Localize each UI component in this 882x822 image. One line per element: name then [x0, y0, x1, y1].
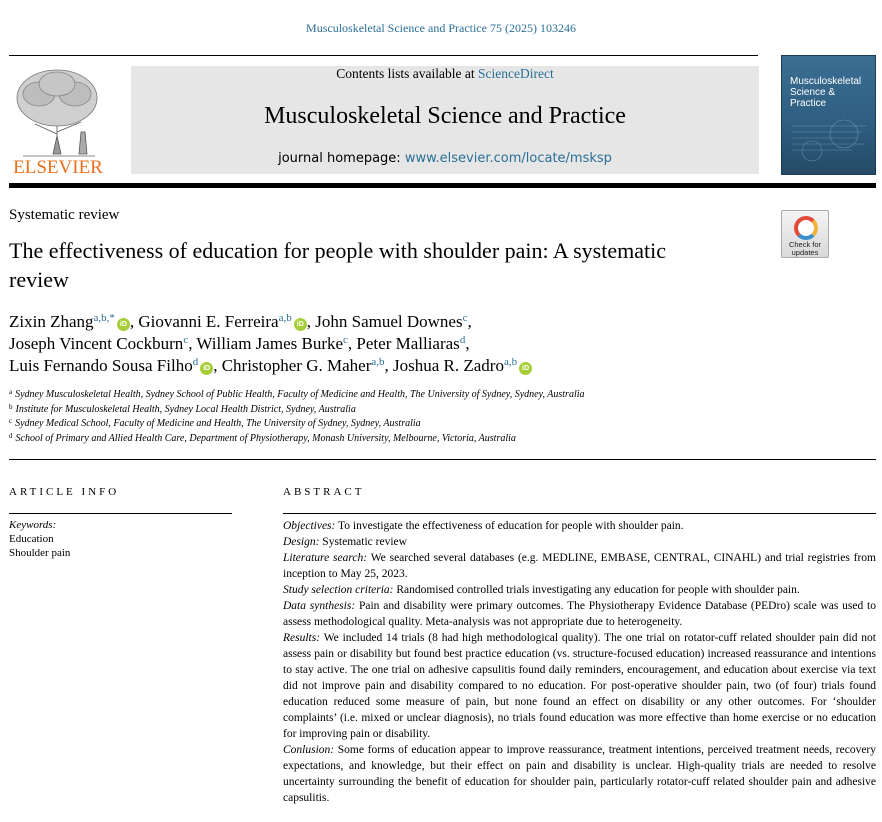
- header-thick-rule: [9, 183, 876, 188]
- abstract-section: [283, 598, 876, 630]
- article-info-rule: [9, 513, 232, 514]
- author-name[interactable]: Christopher G. Maher: [221, 356, 372, 375]
- article-type: Systematic review: [9, 207, 120, 223]
- orcid-icon[interactable]: iD: [294, 318, 307, 331]
- affiliation-sup: d: [9, 431, 13, 440]
- elsevier-logo[interactable]: [9, 64, 107, 176]
- journal-cover[interactable]: [781, 55, 876, 175]
- abstract-rule: [283, 513, 876, 514]
- affiliation-text: School of Primary and Allied Health Care, Department of Physiotherapy, Monash University, Melbourne, Victoria, Australia: [15, 432, 516, 444]
- journal-title[interactable]: Musculoskeletal Science and Practice: [264, 103, 626, 129]
- abstract-section-label: Data synthesis:: [283, 600, 356, 612]
- author-name[interactable]: Peter Malliaras: [356, 334, 460, 353]
- abstract-section-text: To investigate the effectiveness of education for people with shoulder pain.: [338, 520, 684, 532]
- elsevier-wordmark: ELSEVIER: [13, 157, 103, 176]
- author-separator: ,: [347, 334, 357, 353]
- affiliation-text: Institute for Musculoskeletal Health, Sydney Local Health District, Sydney, Australia: [15, 403, 356, 415]
- cover-title: Musculoskeletal Science & Practice: [790, 76, 862, 109]
- homepage-prefix: journal homepage:: [278, 151, 405, 166]
- journal-banner: [131, 66, 759, 174]
- author-affiliation-sup[interactable]: d: [192, 356, 199, 368]
- abstract-section-text: Systematic review: [322, 536, 407, 548]
- orcid-icon[interactable]: iD: [519, 362, 532, 375]
- author-separator: ,: [306, 312, 316, 331]
- author-name[interactable]: William James Burke: [196, 334, 344, 353]
- author-affiliation-sup[interactable]: d: [459, 334, 466, 346]
- author-name[interactable]: Luis Fernando Sousa Filho: [9, 356, 193, 375]
- affiliation-item: [9, 417, 809, 432]
- author-separator: ,: [129, 312, 139, 331]
- author-name[interactable]: John Samuel Downes: [315, 312, 463, 331]
- orcid-icon[interactable]: iD: [200, 362, 213, 375]
- abstract-section-label: Study selection criteria:: [283, 584, 394, 596]
- author-separator: ,: [465, 334, 470, 353]
- abstract-section-label: Objectives:: [283, 520, 336, 532]
- author-name[interactable]: Giovanni E. Ferreira: [138, 312, 279, 331]
- author-affiliation-sup[interactable]: c: [462, 312, 468, 324]
- abstract-body: [283, 518, 876, 806]
- check-updates-icon: [794, 216, 818, 240]
- affiliation-item: [9, 432, 809, 447]
- abstract-section: [283, 582, 876, 598]
- keyword-item: Education: [9, 533, 54, 545]
- affiliation-sup: a: [9, 388, 13, 396]
- homepage-link[interactable]: www.elsevier.com/locate/msksp: [404, 151, 612, 166]
- abstract-section-text: Some forms of education appear to improve reassurance, treatment intentions, perceived treatment needs, recovery expectations, and knowledge, but their effect on pain and disability is unclear. High-quality trials are needed to resolve uncertainty surrounding the benefit of education for shoulder pain, particularly rotator-cuff related shoulder pain and adhesive capsulitis.: [283, 744, 877, 804]
- affiliation-text: Sydney Medical School, Faculty of Medicine and Health, The University of Sydney, Sydney, Australia: [15, 418, 421, 429]
- header-rule: [9, 55, 758, 56]
- author-affiliation-sup[interactable]: c: [343, 334, 348, 346]
- abstract-section: [283, 630, 876, 742]
- affiliation-text: Sydney Musculoskeletal Health, Sydney School of Public Health, Faculty of Medicine and Health, The University of Sydney, Sydney, Australia: [15, 389, 585, 400]
- abstract-section: [283, 534, 876, 550]
- abstract-section-label: Literature search:: [283, 552, 368, 564]
- affiliation-item: [9, 388, 809, 403]
- orcid-icon[interactable]: iD: [117, 318, 130, 331]
- affiliation-list: [9, 388, 809, 446]
- elsevier-tree-icon: [17, 70, 97, 156]
- abstract-section-label: Design:: [283, 536, 320, 548]
- abstract-section-text: Randomised controlled trials investigating any education for people with shoulder pain.: [396, 584, 800, 596]
- author-list: [9, 311, 769, 377]
- author-affiliation-sup[interactable]: a,b: [503, 356, 518, 368]
- keyword-item: Shoulder pain: [9, 547, 71, 559]
- section-rule: [9, 459, 876, 460]
- contents-prefix: Contents lists available at: [336, 66, 478, 81]
- author-affiliation-sup[interactable]: c: [183, 334, 189, 346]
- author-separator: ,: [467, 312, 472, 331]
- author-separator: ,: [384, 356, 394, 375]
- author-name[interactable]: Zixin Zhang: [9, 312, 94, 331]
- abstract-section-label: Conlusion:: [283, 744, 335, 756]
- sciencedirect-link[interactable]: ScienceDirect: [478, 66, 554, 81]
- abstract-section: [283, 518, 876, 534]
- affiliation-sup: b: [9, 402, 13, 411]
- author-affiliation-sup[interactable]: a,b: [371, 356, 385, 368]
- abstract-heading: ABSTRACT: [283, 486, 365, 498]
- check-for-updates-button[interactable]: [781, 210, 829, 258]
- author-affiliation-sup[interactable]: a,b: [278, 312, 292, 324]
- keywords-block: [9, 518, 70, 560]
- author-separator: ,: [188, 334, 197, 353]
- abstract-section-text: We included 14 trials (8 had high methodological quality). The one trial on rotator-cuff related shoulder pain did not assess pain or disability but found best practice education (vs. structure-focused education) increased reassurance and intentions to stay active. The one trial on adhesive capsulitis found daily reminders, encouragement, and education about exercise via text did not improve pain and disability compared to no education. For post-operative shoulder pain, two (of four) trials found education reduced some measure of pain, but none found an effect on disability or any other outcomes. For ‘shoulder complaints’ (i.e. mixed or unclear diagnosis), no trials found education was more effective than home exercise or no education for improving pain or disability.: [283, 632, 876, 740]
- affiliation-item: [9, 403, 809, 418]
- article-title: The effectiveness of education for people with shoulder pain: A systematic review: [9, 238, 666, 292]
- abstract-section: [283, 550, 876, 582]
- keywords-label: Keywords:: [9, 519, 57, 531]
- abstract-section-text: Pain and disability were primary outcomes. The Physiotherapy Evidence Database (PEDro) scale was used to assess methodological quality. Meta-analysis was not appropriate due to heterogeneity.: [283, 600, 876, 628]
- journal-homepage: [131, 151, 759, 166]
- abstract-section: [283, 742, 876, 806]
- cover-pattern-icon: [782, 56, 876, 175]
- check-updates-label: Check for updates: [788, 240, 822, 257]
- article-info-heading: ARTICLE INFO: [9, 486, 120, 498]
- contents-availability: [131, 66, 759, 82]
- author-name[interactable]: Joseph Vincent Cockburn: [9, 334, 184, 353]
- journal-citation[interactable]: Musculoskeletal Science and Practice 75 (2025) 103246: [306, 21, 576, 35]
- abstract-section-text: We searched several databases (e.g. MEDLINE, EMBASE, CENTRAL, CINAHL) and trial registries from inception to May 25, 2023.: [283, 552, 876, 580]
- author-name[interactable]: Joshua R. Zadro: [393, 356, 504, 375]
- author-affiliation-sup[interactable]: a,b,*: [93, 312, 115, 324]
- author-separator: ,: [213, 356, 222, 375]
- abstract-section-label: Results:: [283, 632, 321, 644]
- affiliation-sup: c: [9, 417, 13, 425]
